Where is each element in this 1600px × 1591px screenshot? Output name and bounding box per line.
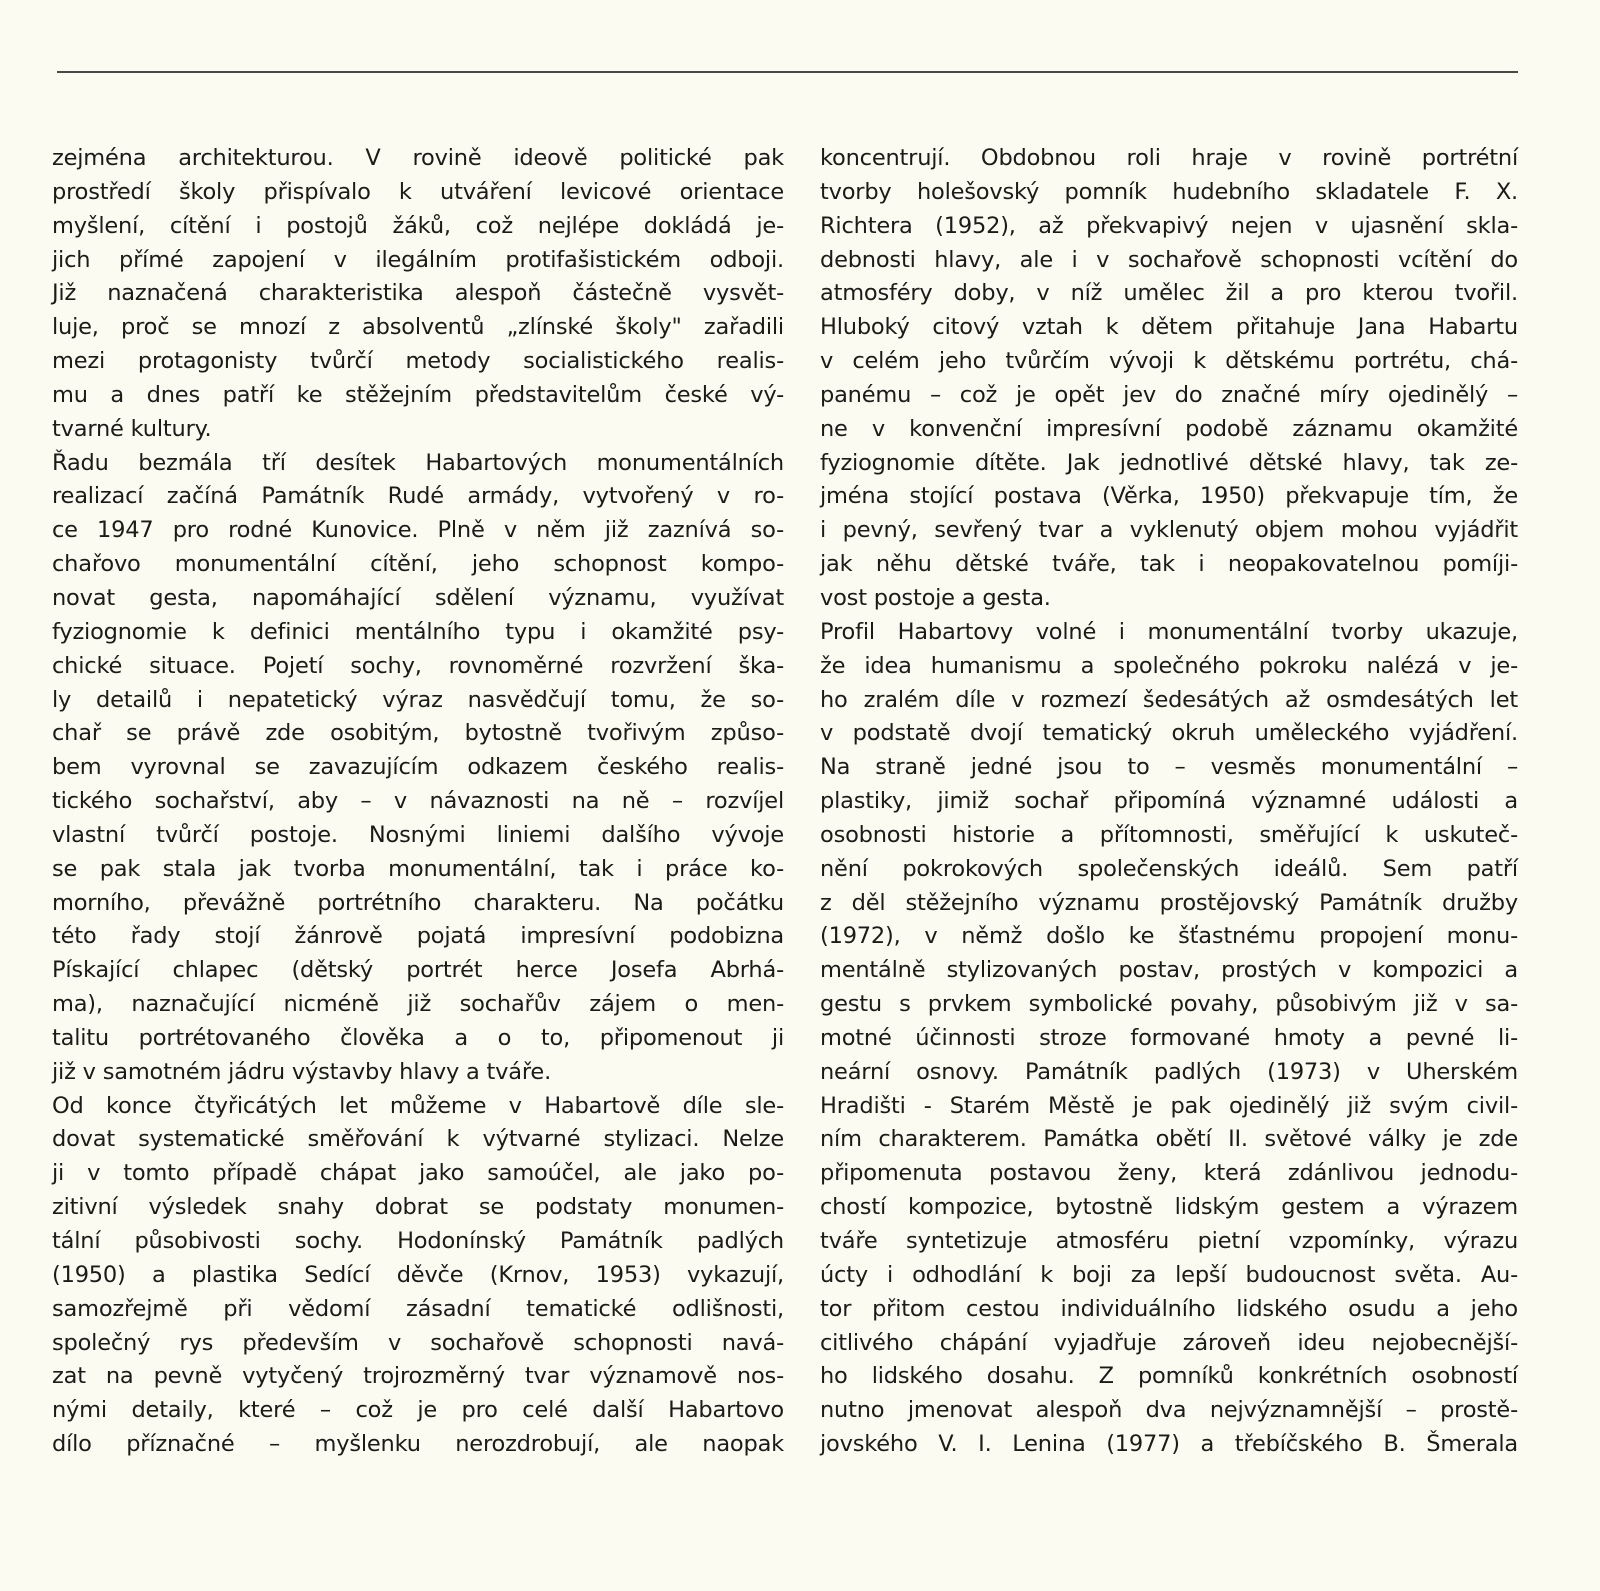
- text-line: mu a dnes patří ke stěžejním představitelům české vý-: [52, 381, 784, 408]
- text-line: fyziognomie dítěte. Jak jednotlivé dětské hlavy, tak ze-: [820, 449, 1518, 476]
- text-line: mezi protagonisty tvůrčí metody socialistického realis-: [52, 348, 784, 375]
- text-line: ne v konvenční impresívní podobě záznamu okamžité: [820, 415, 1518, 442]
- text-line: Hluboký citový vztah k dětem přitahuje Jana Habartu: [820, 314, 1518, 341]
- text-line: Profil Habartovy volné i monumentální tvorby ukazuje,: [820, 618, 1518, 645]
- text-line: dovat systematické směřování k výtvarné stylizaci. Nelze: [52, 1126, 784, 1153]
- paragraph-end-line: vost postoje a gesta.: [820, 584, 1051, 611]
- text-line: Richtera (1952), až překvapivý nejen v ujasnění skla-: [820, 212, 1518, 239]
- text-line: plastiky, jimiž sochař připomíná významné události a: [820, 788, 1518, 815]
- text-line: ly detailů i nepatetický výraz nasvědčují tomu, že so-: [52, 686, 784, 713]
- text-line: mentálně stylizovaných postav, prostých v kompozici a: [820, 957, 1518, 984]
- text-line: ho zralém díle v rozmezí šedesátých až osmdesátých let: [820, 686, 1518, 713]
- text-line: z děl stěžejního významu prostějovský Památník družby: [820, 889, 1518, 916]
- text-line: tální působivosti sochy. Hodonínský Památník padlých: [52, 1228, 784, 1254]
- left-text-column: [52, 142, 784, 1462]
- text-line: tor přitom cestou individuálního lidského osudu a jeho: [820, 1295, 1518, 1322]
- text-line: Již naznačená charakteristika alespoň částečně vysvět-: [52, 280, 784, 307]
- text-line: nutno jmenovat alespoň dva nejvýznamnější – prostě-: [820, 1397, 1518, 1424]
- text-line: dílo příznačné – myšlenku nerozdrobují, ale naopak: [52, 1431, 784, 1458]
- text-line: fyziognomie k definici mentálního typu i okamžité psy-: [52, 618, 784, 645]
- text-line: panému – což je opět jev do značné míry ojedinělý –: [820, 381, 1518, 408]
- text-line: luje, proč se mnozí z absolventů „zlínské školy" zařadili: [52, 314, 784, 341]
- text-line: jména stojící postava (Věrka, 1950) překvapuje tím, že: [820, 483, 1518, 510]
- text-line: tvorby holešovský pomník hudebního skladatele F. X.: [820, 178, 1518, 205]
- text-line: ním charakterem. Památka obětí II. světové války je zde: [820, 1126, 1518, 1153]
- text-line: chostí kompozice, bytostně lidským gestem a výrazem: [820, 1194, 1518, 1221]
- paragraph-end-line: tvarné kultury.: [52, 415, 212, 442]
- text-line: v podstatě dvojí tematický okruh uměleckého vyjádření.: [820, 720, 1518, 747]
- text-line: chařovo monumentální cítění, jeho schopnost kompo-: [52, 551, 784, 578]
- text-line: morního, převážně portrétního charakteru. Na počátku: [52, 889, 784, 916]
- text-line: Pískající chlapec (dětský portrét herce Josefa Abrhá-: [52, 957, 784, 984]
- text-line: novat gesta, napomáhající sdělení významu, využívat: [52, 584, 784, 611]
- text-line: jich přímé zapojení v ilegálním protifašistickém odboji.: [52, 246, 784, 273]
- text-line: bem vyrovnal se zavazujícím odkazem českého realis-: [52, 754, 784, 781]
- text-line: Od konce čtyřicátých let můžeme v Habartově díle sle-: [52, 1092, 784, 1119]
- text-line: tváře syntetizuje atmosféru pietní vzpomínky, výrazu: [820, 1228, 1518, 1254]
- text-line: zejména architekturou. V rovině ideově politické pak: [52, 145, 784, 171]
- text-line: talitu portrétovaného člověka a o to, připomenout ji: [52, 1024, 784, 1051]
- text-line: jak něhu dětské tváře, tak i neopakovatelnou pomíji-: [820, 551, 1518, 578]
- text-line: že idea humanismu a společného pokroku nalézá v je-: [820, 652, 1518, 679]
- text-line: nění pokrokových společenských ideálů. Sem patří: [820, 855, 1518, 882]
- text-line: ho lidského dosahu. Z pomníků konkrétních osobností: [820, 1363, 1518, 1390]
- paragraph-end-line: již v samotném jádru výstavby hlavy a tváře.: [52, 1058, 552, 1085]
- text-line: Řadu bezmála tří desítek Habartových monumentálních: [52, 449, 784, 476]
- text-line: prostředí školy přispívalo k utváření levicové orientace: [52, 178, 784, 205]
- text-line: samozřejmě při vědomí zásadní tematické odlišnosti,: [52, 1295, 784, 1322]
- text-line: úcty i odhodlání k boji za lepší budoucnost světa. Au-: [820, 1261, 1518, 1288]
- text-line: nými detaily, které – což je pro celé další Habartovo: [52, 1397, 784, 1424]
- text-line: připomenuta postavou ženy, která zdánlivou jednodu-: [820, 1160, 1518, 1187]
- header-rule: [57, 71, 1518, 73]
- text-line: myšlení, cítění i postojů žáků, což nejlépe dokládá je-: [52, 212, 784, 239]
- text-line: realizací začíná Památník Rudé armády, vytvořený v ro-: [52, 483, 784, 510]
- text-line: koncentrují. Obdobnou roli hraje v rovině portrétní: [820, 145, 1518, 171]
- text-line: zitivní výsledek snahy dobrat se podstaty monumen-: [52, 1194, 784, 1221]
- text-line: jovského V. I. Lenina (1977) a třebíčského B. Šmerala: [820, 1431, 1518, 1458]
- text-line: osobnosti historie a přítomnosti, směřující k uskuteč-: [820, 821, 1518, 848]
- text-line: citlivého chápání vyjadřuje zároveň ideu nejobecnější-: [820, 1329, 1518, 1356]
- text-line: v celém jeho tvůrčím vývoji k dětskému portrétu, chá-: [820, 348, 1518, 375]
- text-line: se pak stala jak tvorba monumentální, tak i práce ko-: [52, 855, 784, 882]
- text-line: atmosféry doby, v níž umělec žil a pro kterou tvořil.: [820, 280, 1518, 307]
- text-line: Na straně jedné jsou to – vesměs monumentální –: [820, 754, 1518, 781]
- text-line: neární osnovy. Památník padlých (1973) v Uherském: [820, 1058, 1518, 1085]
- right-text-column: [820, 142, 1518, 1462]
- text-line: vlastní tvůrčí postoje. Nosnými liniemi dalšího vývoje: [52, 821, 784, 848]
- text-line: společný rys především v sochařově schopnosti navá-: [52, 1329, 784, 1356]
- text-line: chař se právě zde osobitým, bytostně tvořivým způso-: [52, 720, 784, 747]
- text-line: Hradišti - Starém Městě je pak ojedinělý již svým civil-: [820, 1092, 1518, 1119]
- text-line: i pevný, sevřený tvar a vyklenutý objem mohou vyjádřit: [820, 517, 1518, 544]
- text-line: gestu s prvkem symbolické povahy, působivým již v sa-: [820, 991, 1518, 1018]
- text-line: ce 1947 pro rodné Kunovice. Plně v něm již zaznívá so-: [52, 517, 784, 544]
- text-line: tického sochařství, aby – v návaznosti na ně – rozvíjel: [52, 788, 784, 815]
- text-line: (1950) a plastika Sedící děvče (Krnov, 1953) vykazují,: [52, 1261, 784, 1288]
- text-line: zat na pevně vytyčený trojrozměrný tvar významově nos-: [52, 1363, 784, 1390]
- text-line: motné účinnosti stroze formované hmoty a pevné li-: [820, 1024, 1518, 1051]
- text-line: debnosti hlavy, ale i v sochařově schopnosti vcítění do: [820, 246, 1518, 273]
- text-line: ji v tomto případě chápat jako samoúčel, ale jako po-: [52, 1160, 784, 1187]
- text-line: ma), naznačující nicméně již sochařův zájem o men-: [52, 991, 784, 1018]
- text-line: této řady stojí žánrově pojatá impresívní podobizna: [52, 923, 784, 950]
- text-line: (1972), v němž došlo ke šťastnému propojení monu-: [820, 923, 1518, 950]
- text-line: chické situace. Pojetí sochy, rovnoměrné rozvržení ška-: [52, 652, 784, 679]
